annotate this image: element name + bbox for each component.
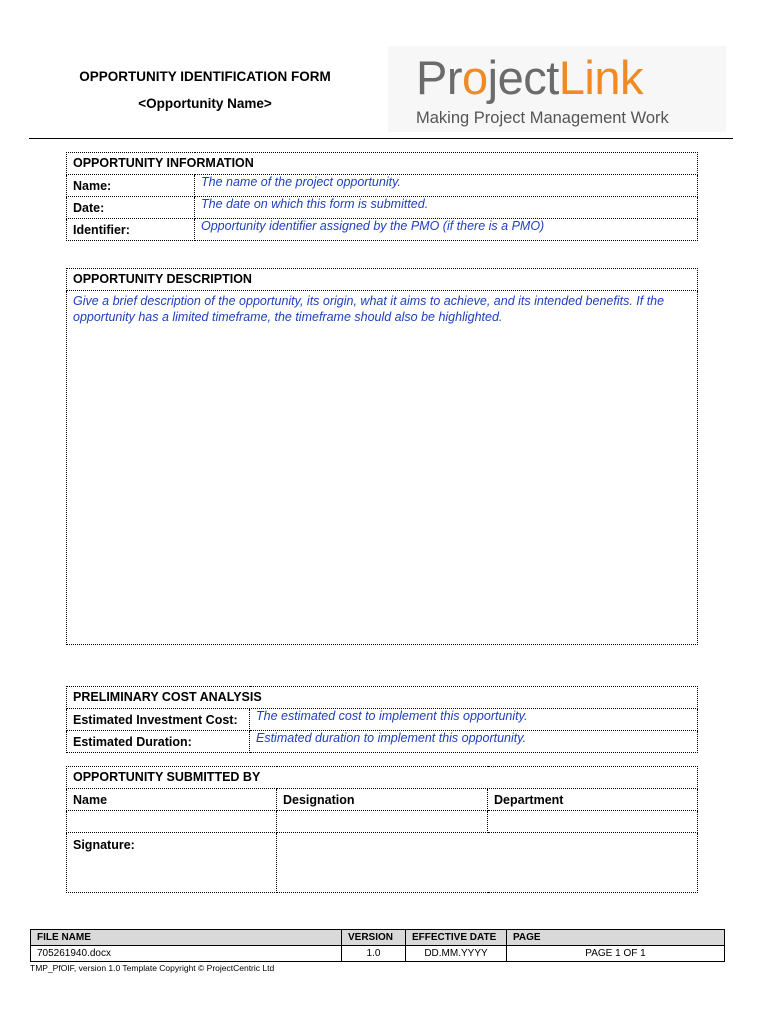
submitter-designation-field[interactable] [277,811,488,833]
footer-header-page: PAGE [507,930,725,946]
identifier-field[interactable]: Opportunity identifier assigned by the PMO (if there is a PMO) [195,219,698,241]
signature-label: Signature: [67,833,277,893]
logo-o-arrows-icon: o [462,51,488,104]
logo-tagline: Making Project Management Work [416,109,669,127]
opportunity-description-table [66,268,698,645]
footer-version: 1.0 [342,946,406,962]
description-field[interactable]: Give a brief description of the opportunity, its origin, what it aims to achieve, and its intended benefits. If the opportunity has a limited timeframe, the timeframe should also be highlighted. [67,291,698,645]
investment-cost-field[interactable]: The estimated cost to implement this opportunity. [250,709,698,731]
section-title-submitted-by: OPPORTUNITY SUBMITTED BY [67,767,698,789]
submitter-name-field[interactable] [67,811,277,833]
form-title: OPPORTUNITY IDENTIFICATION FORM [79,69,331,84]
submitter-department-field[interactable] [488,811,698,833]
duration-label: Estimated Duration: [67,731,250,753]
projectlink-logo [388,46,726,132]
column-header-name: Name [67,789,277,811]
section-title-opportunity-description: OPPORTUNITY DESCRIPTION [67,269,698,291]
opportunity-information-table [66,152,698,241]
date-label: Date: [67,197,195,219]
name-label: Name: [67,175,195,197]
date-field[interactable]: The date on which this form is submitted. [195,197,698,219]
logo-text-link: Link [558,51,644,104]
submitted-by-table [66,766,698,893]
opportunity-name-placeholder: <Opportunity Name> [138,96,272,111]
footer-header-effective-date: EFFECTIVE DATE [406,930,507,946]
section-title-cost-analysis: PRELIMINARY COST ANALYSIS [67,687,698,709]
footer-page: PAGE 1 OF 1 [507,946,725,962]
footer-file-name: 705261940.docx [31,946,342,962]
signature-field[interactable] [277,833,698,893]
section-title-opportunity-information: OPPORTUNITY INFORMATION [67,153,698,175]
column-header-department: Department [488,789,698,811]
footer-header-version: VERSION [342,930,406,946]
footer-header-file-name: FILE NAME [31,930,342,946]
logo-text-ject: ject [487,51,559,104]
template-copyright-note: TMP_PfOIF, version 1.0 Template Copyright © ProjectCentric Ltd [30,963,275,973]
header-divider [29,138,733,139]
logo-wordmark [416,50,643,105]
cost-analysis-table [66,686,698,753]
footer-effective-date: DD.MM.YYYY [406,946,507,962]
name-field[interactable]: The name of the project opportunity. [195,175,698,197]
document-footer-table [30,929,725,962]
duration-field[interactable]: Estimated duration to implement this opportunity. [250,731,698,753]
identifier-label: Identifier: [67,219,195,241]
column-header-designation: Designation [277,789,488,811]
investment-cost-label: Estimated Investment Cost: [67,709,250,731]
logo-text-pr: Pr [416,51,462,104]
